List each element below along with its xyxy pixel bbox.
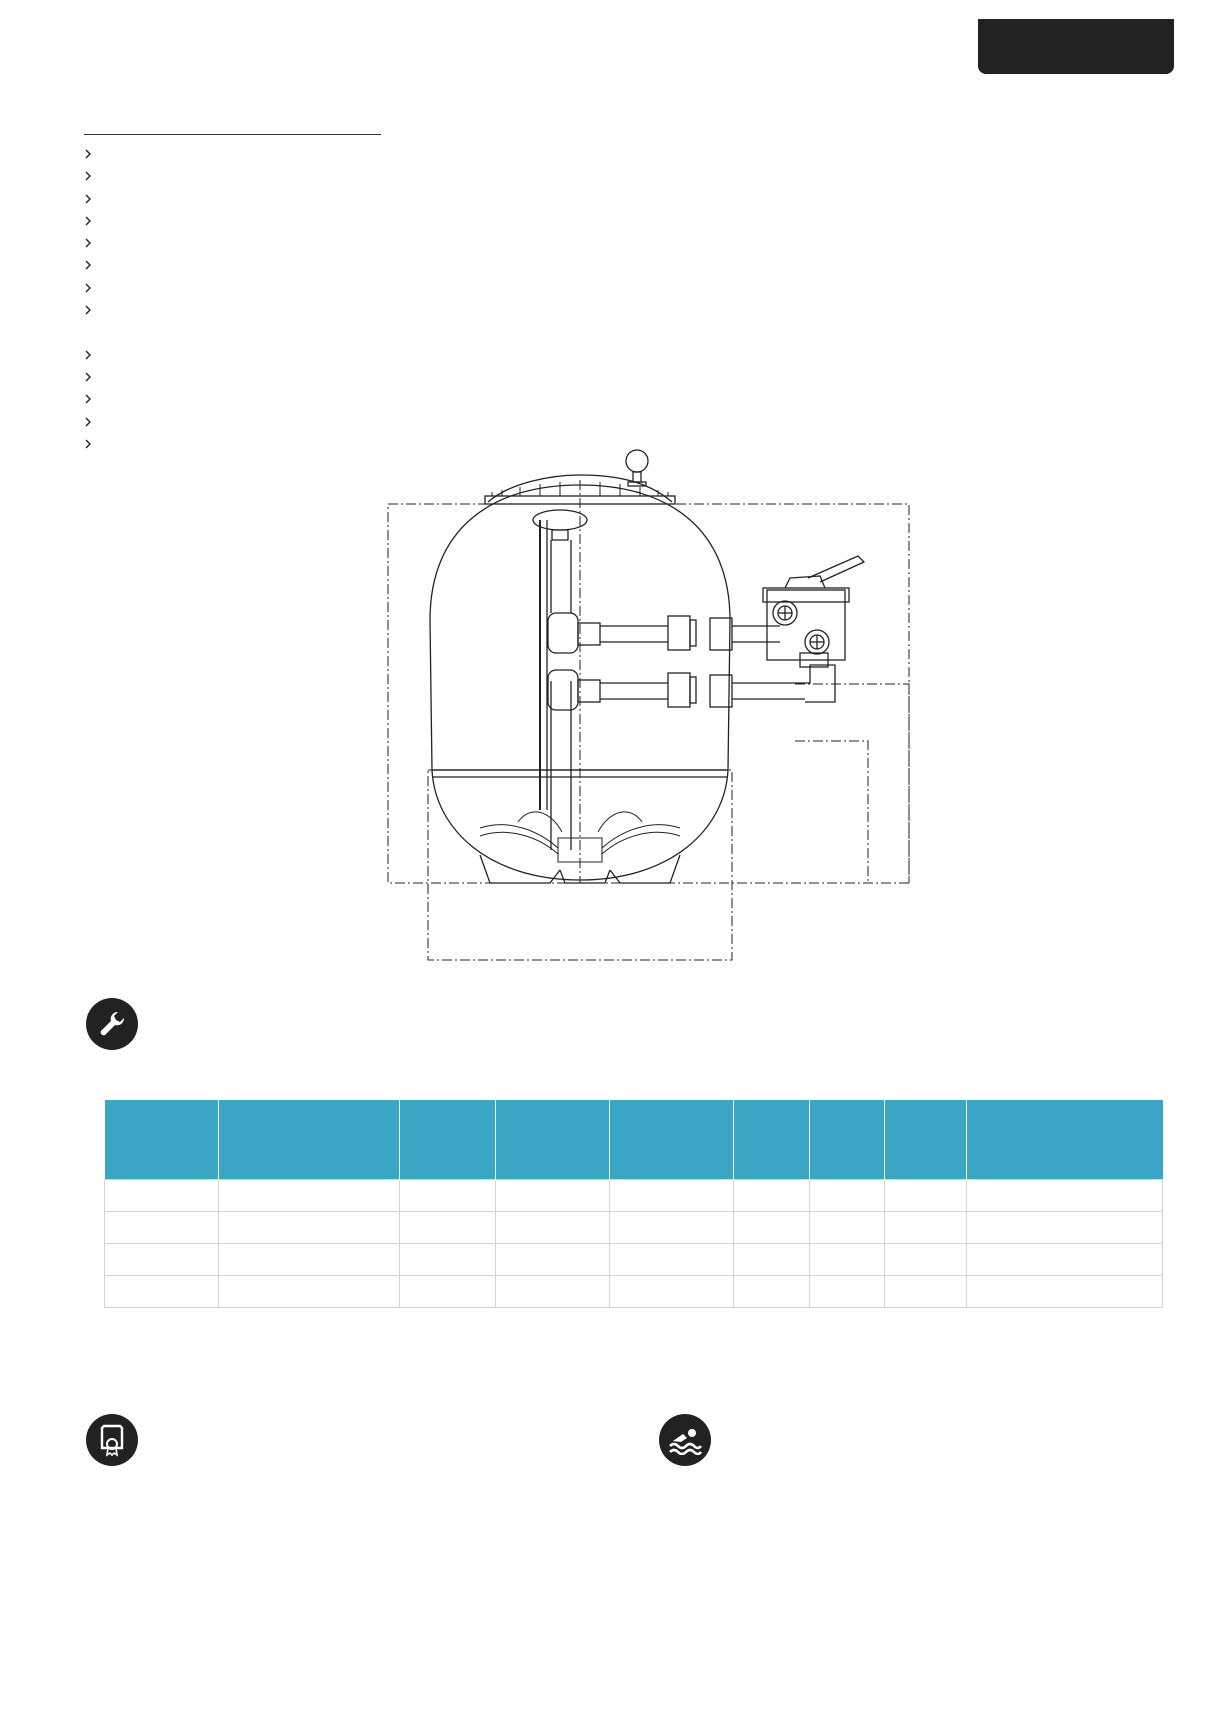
table-cell — [734, 1180, 810, 1212]
table-cell — [885, 1180, 967, 1212]
table-cell — [610, 1180, 734, 1212]
valve-handle — [808, 556, 864, 582]
swimmer-icon — [659, 1414, 711, 1466]
feature-item — [84, 215, 94, 237]
table-cell — [734, 1212, 810, 1244]
header-tab — [978, 19, 1174, 74]
table-cell — [967, 1244, 1163, 1276]
dimension-lines — [388, 480, 909, 960]
specs-column-header — [610, 1100, 734, 1180]
table-cell — [400, 1276, 496, 1308]
feature-item — [84, 416, 94, 438]
table-cell — [400, 1180, 496, 1212]
table-cell — [105, 1244, 219, 1276]
feature-item — [84, 237, 94, 259]
specs-column-header — [734, 1100, 810, 1180]
table-cell — [400, 1244, 496, 1276]
chevron-right-icon — [84, 349, 94, 363]
table-cell — [885, 1276, 967, 1308]
table-cell — [810, 1212, 885, 1244]
table-cell — [610, 1244, 734, 1276]
table-cell — [885, 1212, 967, 1244]
pressure-gauge — [626, 450, 648, 472]
specs-column-header — [496, 1100, 610, 1180]
table-cell — [400, 1212, 496, 1244]
specs-column-header — [105, 1100, 219, 1180]
chevron-right-icon — [84, 170, 94, 184]
filter-technical-drawing — [380, 440, 920, 970]
specs-column-header — [885, 1100, 967, 1180]
table-cell — [219, 1212, 400, 1244]
chevron-right-icon — [84, 304, 94, 318]
table-cell — [734, 1276, 810, 1308]
table-cell — [105, 1276, 219, 1308]
table-cell — [967, 1212, 1163, 1244]
table-cell — [967, 1276, 1163, 1308]
table-cell — [219, 1244, 400, 1276]
table-cell — [105, 1212, 219, 1244]
chevron-right-icon — [84, 215, 94, 229]
table-cell — [810, 1180, 885, 1212]
table-cell — [885, 1244, 967, 1276]
specs-column-header — [810, 1100, 885, 1180]
feature-item — [84, 304, 94, 349]
chevron-right-icon — [84, 416, 94, 430]
table-row — [105, 1244, 1163, 1276]
table-cell — [810, 1244, 885, 1276]
feature-item — [84, 170, 94, 192]
feature-item — [84, 259, 94, 281]
table-cell — [496, 1276, 610, 1308]
table-cell — [967, 1180, 1163, 1212]
specs-column-header — [219, 1100, 400, 1180]
specs-column-header — [967, 1100, 1163, 1180]
chevron-right-icon — [84, 371, 94, 385]
table-cell — [610, 1212, 734, 1244]
chevron-right-icon — [84, 282, 94, 296]
feature-item — [84, 438, 94, 460]
table-cell — [496, 1244, 610, 1276]
feature-item — [84, 371, 94, 393]
chevron-right-icon — [84, 438, 94, 452]
feature-item — [84, 193, 94, 215]
table-cell — [810, 1276, 885, 1308]
table-cell — [496, 1180, 610, 1212]
specs-header-row — [105, 1100, 1163, 1180]
table-row — [105, 1276, 1163, 1308]
table-row — [105, 1180, 1163, 1212]
chevron-right-icon — [84, 259, 94, 273]
feature-item — [84, 349, 94, 371]
table-cell — [219, 1180, 400, 1212]
chevron-right-icon — [84, 237, 94, 251]
specs-table — [104, 1100, 1163, 1308]
specs-column-header — [400, 1100, 496, 1180]
features-title-underline — [84, 134, 381, 135]
multiport-valve — [767, 590, 845, 660]
feature-item — [84, 148, 94, 170]
wrench-icon — [86, 998, 138, 1050]
chevron-right-icon — [84, 393, 94, 407]
feature-item — [84, 282, 94, 304]
table-cell — [496, 1212, 610, 1244]
table-cell — [219, 1276, 400, 1308]
table-cell — [610, 1276, 734, 1308]
certificate-icon — [86, 1414, 138, 1466]
chevron-right-icon — [84, 148, 94, 162]
table-cell — [734, 1244, 810, 1276]
table-cell — [105, 1180, 219, 1212]
feature-item — [84, 393, 94, 415]
features-list — [84, 148, 94, 460]
chevron-right-icon — [84, 193, 94, 207]
table-row — [105, 1212, 1163, 1244]
